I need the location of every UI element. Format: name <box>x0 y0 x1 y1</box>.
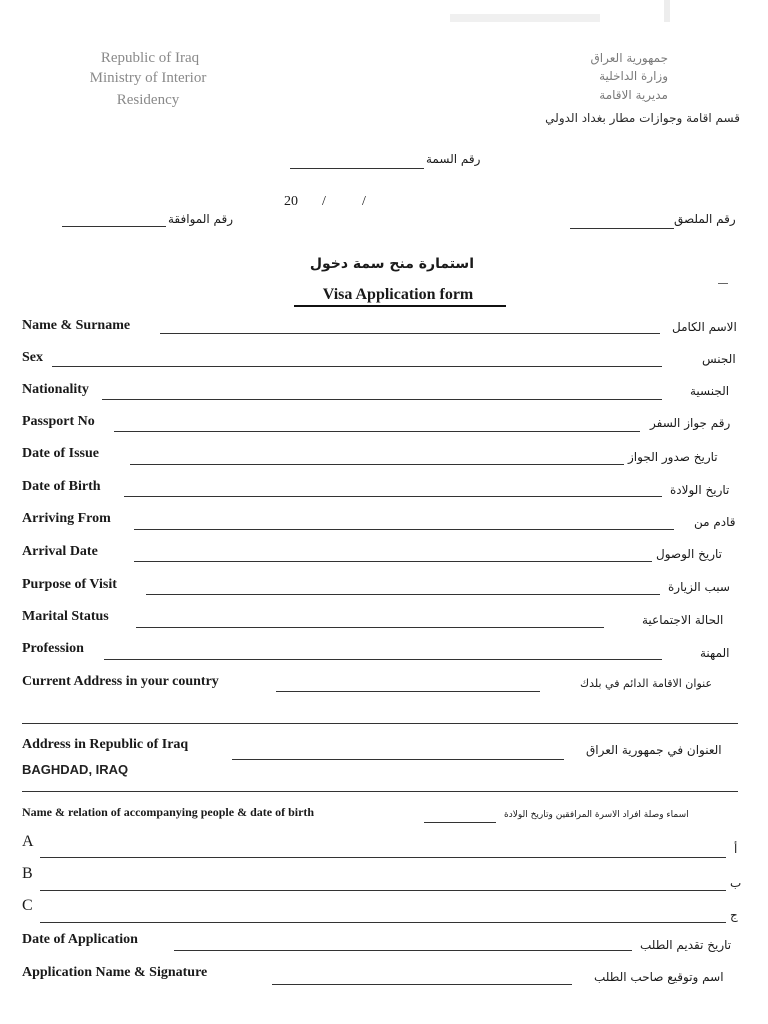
passport-no-label-ar: رقم جواز السفر <box>650 416 731 430</box>
scan-smudge <box>664 0 670 22</box>
current-address-field-line2[interactable] <box>22 723 738 724</box>
current-address-label: Current Address in your country <box>22 674 219 689</box>
title-dash <box>718 283 728 284</box>
companion-a-field[interactable] <box>40 857 726 858</box>
date-of-application-field[interactable] <box>174 950 632 951</box>
header-ar-line1: جمهورية العراق <box>590 51 668 65</box>
form-title-en: Visa Application form <box>322 286 474 303</box>
applicant-signature-label: Application Name & Signature <box>22 965 208 980</box>
name-label-ar: الاسم الكامل <box>672 320 737 334</box>
form-title-ar: استمارة منح سمة دخول <box>309 256 474 272</box>
iraq-address-field[interactable] <box>232 759 564 760</box>
companion-c-label: C <box>22 897 33 914</box>
arriving-from-label: Arriving From <box>22 511 111 526</box>
nationality-label: Nationality <box>22 382 89 397</box>
date-of-birth-label-ar: تاريخ الولادة <box>670 483 730 497</box>
marital-status-label: Marital Status <box>22 609 109 624</box>
sticker-no-label: رقم الملصق <box>674 212 736 226</box>
approval-no-field[interactable] <box>62 226 166 227</box>
accompanying-label-ar: اسماء وصلة افراد الاسرة المرافقين وتاريخ الولادة <box>504 810 689 820</box>
date-prefix: 20 <box>284 194 298 209</box>
purpose-of-visit-label: Purpose of Visit <box>22 577 117 592</box>
arrival-date-label-ar: تاريخ الوصول <box>656 547 722 561</box>
header-ar-line2: وزارة الداخلية <box>599 69 668 83</box>
arriving-from-field[interactable] <box>134 529 674 530</box>
companion-c-label-ar: ج <box>730 908 738 922</box>
date-separator: / <box>322 194 326 209</box>
accompanying-label: Name & relation of accompanying people & date of birth <box>22 805 315 819</box>
visa-no-field[interactable] <box>290 168 424 169</box>
companion-b-label-ar: ب <box>730 876 742 890</box>
approval-no-label: رقم الموافقة <box>168 212 234 226</box>
marital-status-label-ar: الحالة الاجتماعية <box>642 613 724 627</box>
date-of-application-label-ar: تاريخ تقديم الطلب <box>640 938 732 952</box>
accompanying-field[interactable] <box>424 822 496 823</box>
purpose-of-visit-label-ar: سبب الزيارة <box>668 580 730 594</box>
header-en-line1: Republic of Iraq <box>100 50 200 66</box>
purpose-of-visit-field[interactable] <box>146 594 660 595</box>
scan-smudge <box>450 14 600 22</box>
sex-field[interactable] <box>52 366 662 367</box>
passport-no-label: Passport No <box>22 414 95 429</box>
companion-c-field[interactable] <box>40 922 726 923</box>
name-label: Name & Surname <box>22 318 131 333</box>
name-field[interactable] <box>160 333 660 334</box>
profession-label-ar: المهنة <box>700 646 730 660</box>
current-address-label-ar: عنوان الاقامة الدائم في بلدك <box>580 677 713 690</box>
arrival-date-field[interactable] <box>134 561 652 562</box>
passport-no-field[interactable] <box>114 431 640 432</box>
sex-label: Sex <box>22 350 43 365</box>
header-en-line2: Ministry of Interior <box>89 70 207 86</box>
visa-no-label: رقم السمة <box>426 152 481 166</box>
date-of-issue-label: Date of Issue <box>22 446 99 461</box>
date-of-issue-label-ar: تاريخ صدور الجواز <box>628 450 718 464</box>
applicant-signature-field[interactable] <box>272 984 572 985</box>
header-ar-line3: مديرية الاقامة <box>599 88 668 102</box>
arriving-from-label-ar: قادم من <box>694 515 736 529</box>
companion-b-label: B <box>22 865 33 882</box>
iraq-address-value: BAGHDAD, IRAQ <box>22 762 129 777</box>
marital-status-field[interactable] <box>136 627 604 628</box>
date-of-birth-field[interactable] <box>124 496 662 497</box>
iraq-address-field-line2[interactable] <box>22 791 738 792</box>
applicant-signature-label-ar: اسم وتوقيع صاحب الطلب <box>594 970 724 984</box>
companion-a-label: A <box>22 833 34 850</box>
nationality-label-ar: الجنسية <box>690 384 730 398</box>
nationality-field[interactable] <box>102 399 662 400</box>
iraq-address-label-ar: العنوان في جمهورية العراق <box>586 743 722 757</box>
arrival-date-label: Arrival Date <box>22 544 98 559</box>
header-ar-dept: قسم اقامة وجوازات مطار بغداد الدولي <box>545 111 740 125</box>
date-of-application-label: Date of Application <box>22 932 138 947</box>
current-address-field[interactable] <box>276 691 540 692</box>
date-separator: / <box>362 194 366 209</box>
date-of-issue-field[interactable] <box>130 464 624 465</box>
iraq-address-label: Address in Republic of Iraq <box>22 737 189 752</box>
profession-field[interactable] <box>104 659 662 660</box>
companion-a-label-ar: أ <box>734 842 738 856</box>
title-underline <box>294 305 506 307</box>
companion-b-field[interactable] <box>40 890 726 891</box>
sex-label-ar: الجنس <box>702 352 736 366</box>
date-of-birth-label: Date of Birth <box>22 479 101 494</box>
header-en-line3: Residency <box>116 92 180 108</box>
sticker-no-field[interactable] <box>570 228 674 229</box>
profession-label: Profession <box>22 641 84 656</box>
